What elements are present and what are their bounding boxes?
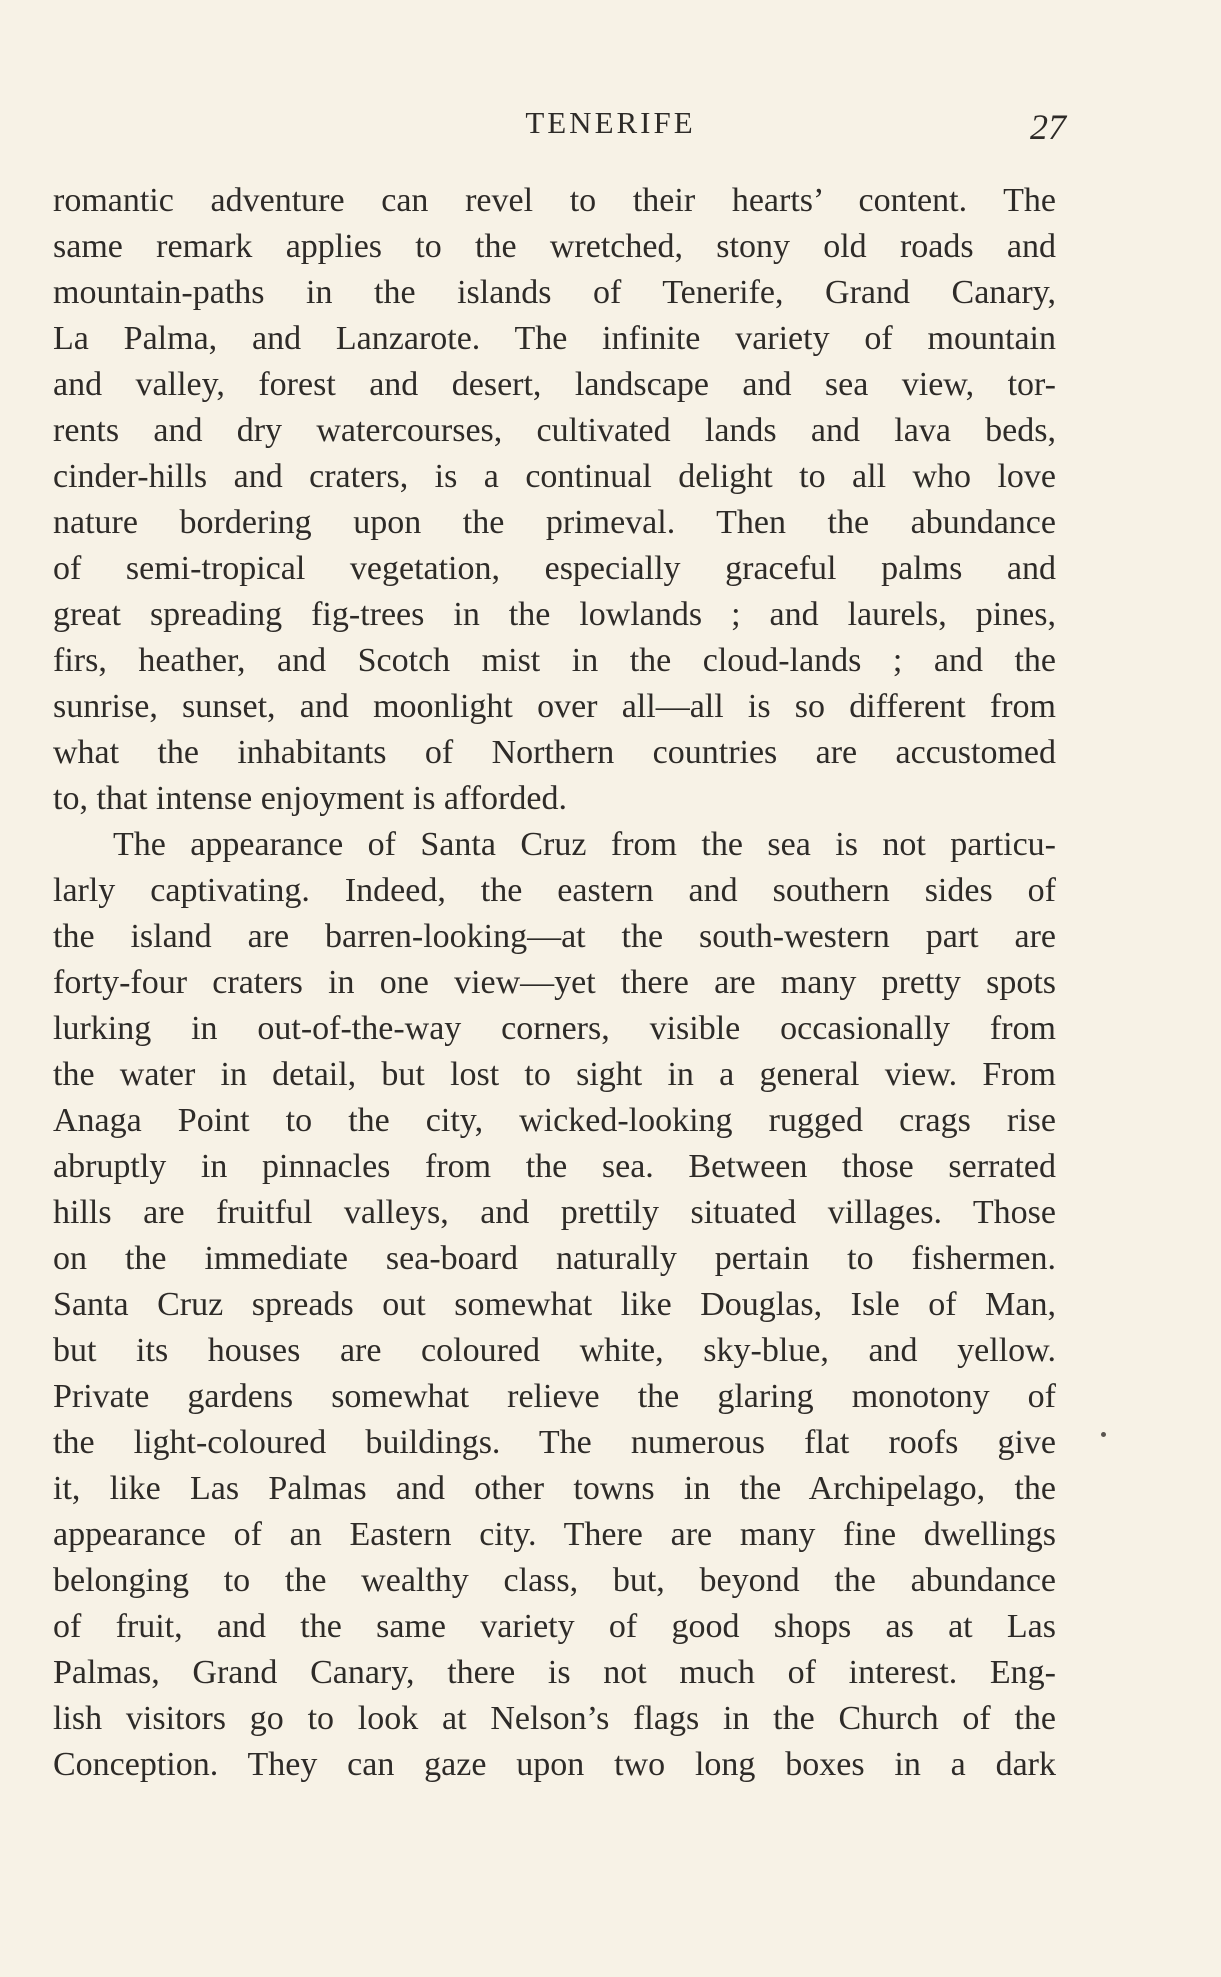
text-line: the water in detail, but lost to sight in a general view. From — [53, 1056, 1056, 1093]
text-line: cinder-hills and craters, is a continual delight to all who love — [53, 458, 1056, 495]
body-text — [53, 178, 1056, 1788]
print-speck — [1101, 1432, 1106, 1437]
text-line: lish visitors go to look at Nelson’s flags in the Church of the — [53, 1700, 1056, 1737]
text-line: of semi-tropical vegetation, especially graceful palms and — [53, 550, 1056, 587]
chapter-title: TENERIFE — [525, 105, 696, 140]
text-line: Private gardens somewhat relieve the glaring monotony of — [53, 1378, 1056, 1415]
text-line: firs, heather, and Scotch mist in the cloud-lands ; and the — [53, 642, 1056, 679]
text-line: the island are barren-looking—at the south-western part are — [53, 918, 1056, 955]
text-line: but its houses are coloured white, sky-blue, and yellow. — [53, 1332, 1056, 1369]
text-line: forty-four craters in one view—yet there are many pretty spots — [53, 964, 1056, 1001]
text-line: mountain-paths in the islands of Tenerife, Grand Canary, — [53, 274, 1056, 311]
text-line: larly captivating. Indeed, the eastern and southern sides of — [53, 872, 1056, 909]
text-line: abruptly in pinnacles from the sea. Between those serrated — [53, 1148, 1056, 1185]
text-line: on the immediate sea-board naturally pertain to fishermen. — [53, 1240, 1056, 1277]
text-line: same remark applies to the wretched, stony old roads and — [53, 228, 1056, 265]
text-line: sunrise, sunset, and moonlight over all—all is so different from — [53, 688, 1056, 725]
paragraph-start-line: The appearance of Santa Cruz from the sea is not particu- — [113, 826, 1056, 863]
text-line: nature bordering upon the primeval. Then the abundance — [53, 504, 1056, 541]
text-line: to, that intense enjoyment is afforded. — [53, 780, 567, 817]
text-line: belonging to the wealthy class, but, beyond the abundance — [53, 1562, 1056, 1599]
page-number: 27 — [1030, 107, 1066, 147]
text-line: Anaga Point to the city, wicked-looking rugged crags rise — [53, 1102, 1056, 1139]
text-line: the light-coloured buildings. The numerous flat roofs give — [53, 1424, 1056, 1461]
text-line: appearance of an Eastern city. There are many fine dwellings — [53, 1516, 1056, 1553]
text-line: hills are fruitful valleys, and prettily situated villages. Those — [53, 1194, 1056, 1231]
text-line: Palmas, Grand Canary, there is not much of interest. Eng- — [53, 1654, 1056, 1691]
text-line: Santa Cruz spreads out somewhat like Douglas, Isle of Man, — [53, 1286, 1056, 1323]
text-line: romantic adventure can revel to their hearts’ content. The — [53, 182, 1056, 219]
text-line: great spreading fig-trees in the lowlands ; and laurels, pines, — [53, 596, 1056, 633]
text-line: La Palma, and Lanzarote. The infinite variety of mountain — [53, 320, 1056, 357]
text-line: what the inhabitants of Northern countries are accustomed — [53, 734, 1056, 771]
text-line: lurking in out-of-the-way corners, visible occasionally from — [53, 1010, 1056, 1047]
running-head — [0, 98, 1221, 148]
text-line: rents and dry watercourses, cultivated lands and lava beds, — [53, 412, 1056, 449]
text-line: of fruit, and the same variety of good shops as at Las — [53, 1608, 1056, 1645]
text-line: and valley, forest and desert, landscape and sea view, tor- — [53, 366, 1056, 403]
text-line: it, like Las Palmas and other towns in the Archipelago, the — [53, 1470, 1056, 1507]
text-line: Conception. They can gaze upon two long boxes in a dark — [53, 1746, 1056, 1783]
